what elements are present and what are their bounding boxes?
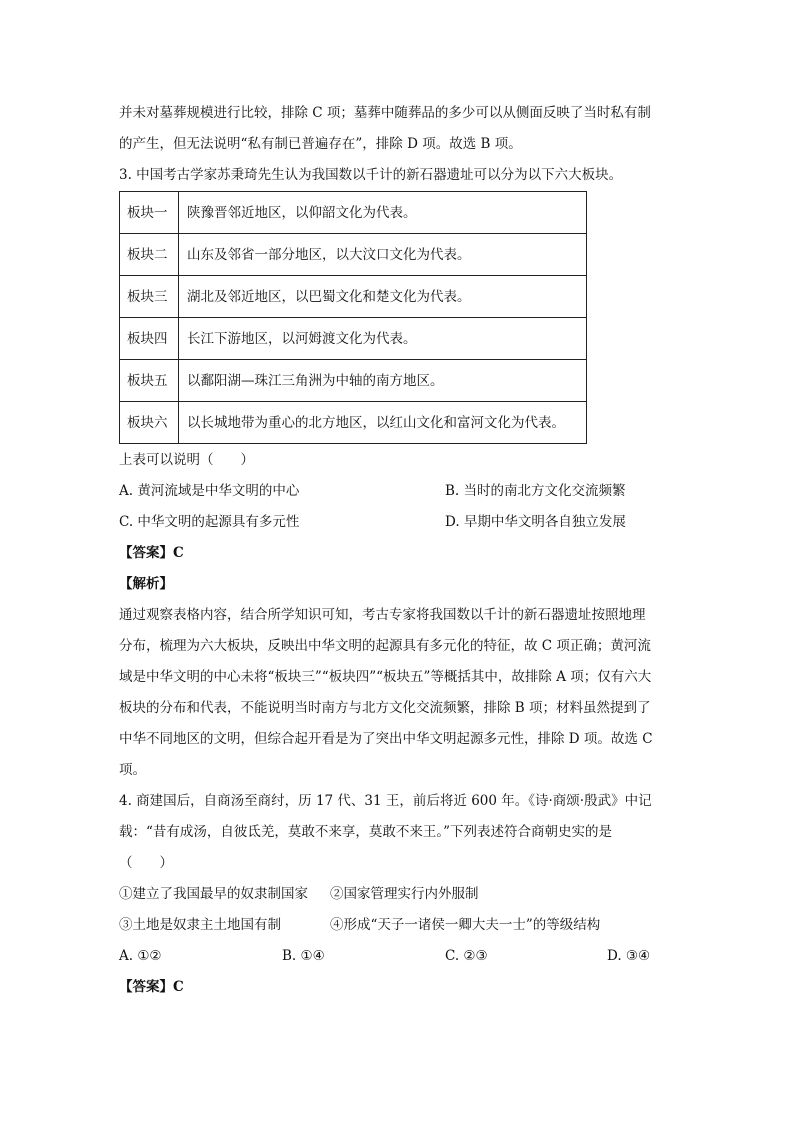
block-label: 板块五 — [120, 360, 179, 402]
block-label: 板块三 — [120, 276, 179, 318]
analysis-line: 域是中华文明的中心未将“板块三”“板块四”“板块五”等概括其中，故排除 A 项；仅有六大 — [119, 669, 652, 685]
table-row — [120, 360, 587, 402]
question-4-stem-line-3: （ ） — [119, 855, 173, 871]
block-description: 陕豫晋邻近地区，以仰韶文化为代表。 — [179, 192, 587, 234]
question-3-prompt: 上表可以说明（ ） — [119, 452, 254, 468]
block-description: 以鄱阳湖—珠江三角洲为中轴的南方地区。 — [179, 360, 587, 402]
question-3-analysis-title: 【解析】 — [119, 576, 173, 592]
question-3-option-c: C. 中华文明的起源具有多元性 — [119, 514, 300, 530]
analysis-line: 项。 — [119, 762, 146, 778]
table-row — [120, 192, 587, 234]
table-row — [120, 402, 587, 444]
question-4-stem-line-1: 4. 商建国后，自商汤至商纣，历 17 代、31 王，前后将近 600 年。《诗·商颂·殷武》中记 — [119, 793, 652, 809]
block-description: 长江下游地区，以河姆渡文化为代表。 — [179, 318, 587, 360]
analysis-line: 中华不同地区的文明，但综合起开看是为了突出中华文明起源多元性，排除 D 项。故选 C — [119, 731, 653, 747]
block-description: 湖北及邻近地区，以巴蜀文化和楚文化为代表。 — [179, 276, 587, 318]
block-label: 板块四 — [120, 318, 179, 360]
block-label: 板块六 — [120, 402, 179, 444]
prev-answer-line-1: 并未对墓葬规模进行比较，排除 C 项；墓葬中随葬品的多少可以从侧面反映了当时私有制 — [119, 105, 651, 121]
question-4-option-c: C. ②③ — [445, 948, 488, 964]
question-4-item-3: ③土地是奴隶主土地国有制 — [119, 917, 281, 933]
question-4-option-b: B. ①④ — [282, 948, 325, 964]
table-row — [120, 276, 587, 318]
question-4-item-1: ①建立了我国最早的奴隶制国家 — [119, 886, 308, 902]
block-description: 以长城地带为重心的北方地区，以红山文化和富河文化为代表。 — [179, 402, 587, 444]
question-3-option-d: D. 早期中华文明各自独立发展 — [445, 514, 626, 530]
question-4-option-d: D. ③④ — [607, 948, 651, 964]
question-3-answer: 【答案】C — [119, 545, 184, 561]
table-row — [120, 234, 587, 276]
table-row — [120, 318, 587, 360]
question-3-stem: 3. 中国考古学家苏秉琦先生认为我国数以千计的新石器遗址可以分为以下六大板块。 — [119, 167, 623, 183]
prev-answer-line-2: 的产生，但无法说明“私有制已普遍存在”，排除 D 项。故选 B 项。 — [119, 136, 522, 152]
analysis-line: 通过观察表格内容，结合所学知识可知，考古专家将我国数以千计的新石器遗址按照地理 — [119, 607, 646, 623]
analysis-line: 分布，梳理为六大板块，反映出中华文明的起源具有多元化的特征，故 C 项正确；黄河流 — [119, 638, 651, 654]
question-4-answer: 【答案】C — [119, 979, 184, 995]
block-label: 板块一 — [120, 192, 179, 234]
block-label: 板块二 — [120, 234, 179, 276]
neolithic-blocks-table — [119, 191, 587, 444]
analysis-line: 板块的分布和代表，不能说明当时南方与北方文化交流频繁，排除 B 项；材料虽然提到了 — [119, 700, 651, 716]
question-3-option-a: A. 黄河流域是中华文明的中心 — [119, 483, 300, 499]
question-4-item-2: ②国家管理实行内外服制 — [330, 886, 479, 902]
question-4-stem-line-2: 载：“昔有成汤，自彼氐羌，莫敢不来享，莫敢不来王。”下列表述符合商朝史实的是 — [119, 824, 613, 840]
question-4-item-4: ④形成“天子一诸侯一卿大夫一士”的等级结构 — [330, 917, 601, 933]
block-description: 山东及邻省一部分地区，以大汶口文化为代表。 — [179, 234, 587, 276]
question-4-option-a: A. ①② — [119, 948, 162, 964]
question-3-option-b: B. 当时的南北方文化交流频繁 — [445, 483, 626, 499]
